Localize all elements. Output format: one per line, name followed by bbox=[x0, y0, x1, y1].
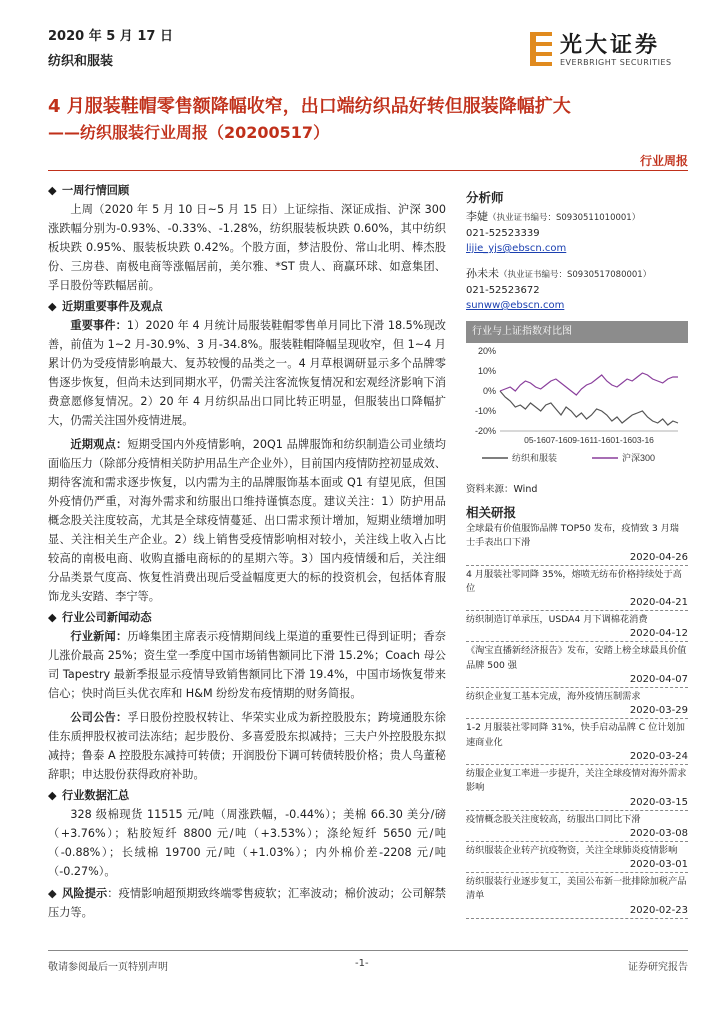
diamond-bullet-icon: ◆ bbox=[48, 887, 57, 900]
analyst-email-link[interactable]: lijie_yjs@ebscn.com bbox=[466, 243, 567, 254]
report-date: 2020 年 5 月 17 日 bbox=[48, 29, 173, 44]
footer-divider bbox=[48, 950, 688, 951]
section-risk bbox=[48, 884, 446, 922]
related-report-date: 2020-04-12 bbox=[466, 627, 688, 642]
logo-subtitle: EVERBRIGHT SECURITIES bbox=[560, 58, 672, 67]
footer-report-type: 证券研究报告 bbox=[628, 962, 688, 973]
footer-disclaimer: 敬请参阅最后一页特别声明 bbox=[48, 962, 168, 973]
analyst-heading: 分析师 bbox=[466, 190, 504, 205]
section-events-views bbox=[48, 297, 446, 606]
related-report-title[interactable]: 纺织制造订单承压，USDA4 月下调棉花消费 bbox=[466, 614, 648, 626]
legend-label: 沪深300 bbox=[622, 453, 656, 463]
related-report-title[interactable]: 《淘宝直播新经济报告》发布，安踏上榜全球最具价值品牌 500 强 bbox=[466, 645, 687, 671]
section-heading: 一周行情回顾 bbox=[62, 184, 130, 197]
related-report-title[interactable]: 纺服企业复工率进一步提升，关注全球疫情对海外需求影响 bbox=[466, 767, 687, 794]
y-tick-label: 10% bbox=[477, 366, 496, 376]
analyst-phone: 021-52523339 bbox=[466, 228, 540, 239]
related-report-date: 2020-03-24 bbox=[466, 750, 688, 765]
related-report-date: 2020-04-26 bbox=[466, 551, 688, 566]
y-tick-label: 0% bbox=[482, 386, 496, 396]
analyst-name: 李婕 bbox=[466, 210, 488, 223]
analyst-email-link[interactable]: sunww@ebscn.com bbox=[466, 300, 565, 311]
legend-label: 纺织和服装 bbox=[512, 453, 558, 463]
series-line-0 bbox=[500, 391, 678, 425]
chart-title: 行业与上证指数对比图 bbox=[466, 321, 688, 343]
x-tick-labels: 05-1607-1609-1611-1601-1603-16 bbox=[524, 435, 654, 445]
page-number: -1- bbox=[355, 958, 369, 969]
related-report-date: 2020-03-01 bbox=[466, 858, 688, 873]
section-paragraph: 行业新闻：历峰集团主席表示疫情期间线上渠道的重要性已得到证明；香奈儿涨价最高 25%；资生堂一季度中国市场销售额同比下滑 15.2%；Coach 母公司 Tapestry 最新季报显示疫情导致销售额同比下滑 19.4%，中国市场恢复带来信心；快时尚巨头优衣库和 H&M 纷纷发布疫情期的财务简报。 bbox=[48, 630, 446, 700]
related-report-date: 2020-04-07 bbox=[466, 673, 688, 688]
related-report-title[interactable]: 纺织服装企业转产抗疫物资，关注全球肺炎疫情影响 bbox=[466, 844, 678, 856]
diamond-bullet-icon: ◆ bbox=[48, 184, 57, 197]
series-line-1 bbox=[500, 373, 678, 395]
diamond-bullet-icon: ◆ bbox=[48, 789, 57, 802]
related-report-title[interactable]: 纺织企业复工基本完成，海外疫情压制需求 bbox=[466, 691, 641, 703]
section-heading: 近期重要事件及观点 bbox=[62, 300, 163, 313]
section-paragraph: 公司公告：孚日股份控股权转让、华荣实业成为新控股股东；跨境通股东徐佳东质押股权被司法冻结；起步股份、多喜爱股东拟减持；三夫户外控股股东拟减持；鲁泰 A 控股股东减持可转债；开润股份下调可转债转股价格；贵人鸟董秘辞职；申达股份获得政府补助。 bbox=[48, 711, 446, 781]
y-tick-label: 20% bbox=[477, 346, 496, 356]
related-report-title[interactable]: 纺织服装行业逐步复工，美国公布新一批排除加税产品清单 bbox=[466, 876, 687, 902]
section-weekly-review bbox=[48, 181, 446, 295]
risk-text: ：疫情影响超预期致终端零售疲软；汇率波动；棉价波动；公司解禁压力等。 bbox=[48, 887, 446, 919]
report-type-tag: 行业周报 bbox=[639, 154, 688, 168]
related-report-date: 2020-02-23 bbox=[466, 904, 688, 919]
analyst-card bbox=[466, 266, 688, 313]
y-tick-label: -10% bbox=[474, 406, 496, 416]
logo-text: 光大证券 bbox=[560, 33, 661, 58]
related-report-date: 2020-03-15 bbox=[466, 796, 688, 811]
related-report-title[interactable]: 全球最有价值服饰品牌 TOP50 发布，疫情致 3 月瑞士手表出口下滑 bbox=[466, 523, 679, 549]
report-title: 4 月服装鞋帽零售额降幅收窄，出口端纺织品好转但服装降幅扩大 bbox=[48, 96, 571, 117]
related-reports-heading: 相关研报 bbox=[466, 505, 517, 520]
diamond-bullet-icon: ◆ bbox=[48, 300, 57, 313]
analyst-cert: （执业证书编号：S0930517080001） bbox=[499, 270, 652, 280]
y-tick-label: -20% bbox=[474, 426, 496, 436]
analyst-phone: 021-52523672 bbox=[466, 285, 540, 296]
main-column bbox=[48, 180, 446, 922]
section-company-news bbox=[48, 608, 446, 784]
risk-heading: 风险提示 bbox=[62, 887, 108, 900]
related-report-title[interactable]: 4 月服装社零同降 35%，熔喷无纺布价格持续处于高位 bbox=[466, 568, 682, 594]
related-report-date: 2020-03-29 bbox=[466, 704, 688, 719]
related-report-date: 2020-03-08 bbox=[466, 827, 688, 842]
related-reports-list bbox=[466, 522, 688, 919]
section-industry-data bbox=[48, 786, 446, 881]
header-divider bbox=[48, 170, 688, 171]
section-heading: 行业公司新闻动态 bbox=[62, 611, 152, 624]
section-heading: 行业数据汇总 bbox=[62, 789, 130, 802]
analyst-card bbox=[466, 209, 688, 256]
section-paragraph: 328 级棉现货 11515 元/吨（周涨跌幅，-0.44%）；美棉 66.30 美分/磅（+3.76%）；粘胶短纤 8800 元/吨（+3.53%）；涤纶短纤 5650 元/吨（-0.88%）；长绒棉 19700 元/吨（+1.03%）；内外棉价差-2208 元/吨（-0.27%）。 bbox=[48, 808, 446, 878]
related-report-title[interactable]: 疫情概念股关注度较高，纺服出口同比下滑 bbox=[466, 813, 641, 825]
index-comparison-chart bbox=[466, 321, 688, 478]
sidebar bbox=[466, 190, 688, 921]
report-subtitle: ——纺织服装行业周报（20200517） bbox=[48, 123, 330, 142]
analyst-name: 孙未未 bbox=[466, 267, 499, 280]
analyst-cert: （执业证书编号：S0930511010001） bbox=[488, 213, 641, 223]
chart-source: 资料来源：Wind bbox=[466, 484, 538, 495]
related-report-title[interactable]: 1-2 月服装社零同降 31%，快手启动品牌 C 位计划加速商业化 bbox=[466, 722, 685, 748]
section-paragraph: 上周（2020 年 5 月 10 日~5 月 15 日）上证综指、深证成指、沪深 300 涨跌幅分别为-0.93%、-0.33%、-1.28%，纺织服装板块跌 0.60%，其中纺织板块跌 0.95%、服装板块跌 0.42%。个股方面，梦洁股份、常山北明、棒杰股份、三房巷、南极电商等涨幅居前，美尔雅、*ST 贵人、商赢环球、如意集团、孚日股份等跌幅居前。 bbox=[48, 203, 446, 292]
diamond-bullet-icon: ◆ bbox=[48, 611, 57, 624]
section-paragraph: 近期观点：短期受国内外疫情影响，20Q1 品牌服饰和纺织制造公司业绩均面临压力（除部分疫情相关防护用品生产企业外），目前国内疫情防控初显成效、期待客流和需求逐步恢复，以内需为主的品牌服饰基本面或 Q1 有望见底，但国外疫情仍严重，对海外需求和纺服出口维持谨慎态度。建议关注：1）防护用品概念股关注度较高，尤其是全球疫情蔓延、出口需求预计增加，短期业绩增加明显、关注相关生产企业。2）线上销售受疫情影响相对较小，关注线上收入占比较高的南极电商、收购直播电商标的的星期六等。3）国内疫情缓和后，关注细分品类景气度高、恢复性消费出现后受益幅度更大的标的投资机会，包括体育服饰龙头安踏、李宁等。 bbox=[48, 438, 446, 603]
chart-plot bbox=[466, 343, 688, 473]
section-paragraph: 重要事件：1）2020 年 4 月统计局服装鞋帽零售单月同比下滑 18.5%现改善，前值为 1~2 月-30.9%、3 月-34.8%。服装鞋帽降幅呈现收窄，但 1~4 月累计仍为受疫情影响最大、复苏较慢的品类之一。4 月草根调研显示多个品牌零售逐步恢复，但尚未达到同期水平，仍需关注客流恢复情况和宏观经济影响下消费意愿修复情况。2）20 年 4 月纺织品出口同比转正明显，但服装出口降幅扩大，仍需关注国外疫情进展。 bbox=[48, 319, 446, 427]
everbright-logo-icon bbox=[528, 30, 556, 68]
sector-label: 纺织和服装 bbox=[48, 54, 114, 69]
related-report-date: 2020-04-21 bbox=[466, 596, 688, 611]
